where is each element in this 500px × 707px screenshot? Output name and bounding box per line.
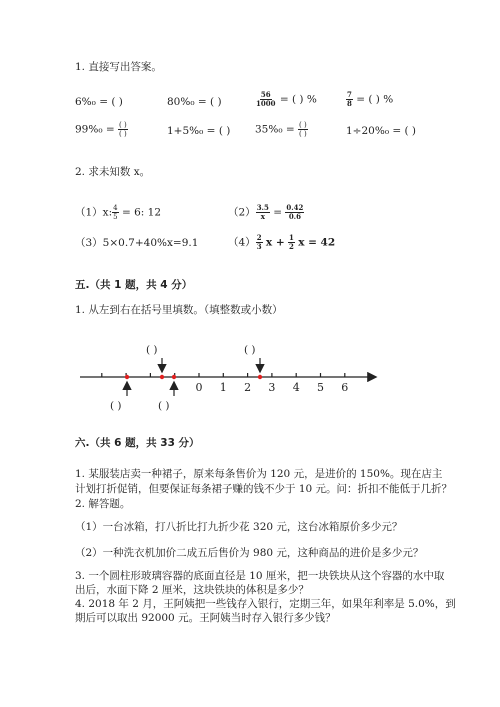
fraction-denominator: 3 xyxy=(256,242,262,251)
fraction-denominator: 2 xyxy=(288,242,294,251)
section5-q1: 1. 从左到右在括号里填数。（填整数或小数） xyxy=(75,304,283,316)
number-line-labels xyxy=(196,381,349,394)
blank-above-1[interactable]: ( ) xyxy=(146,344,158,356)
answer-b3-left: 35%₀ = xyxy=(255,123,295,136)
fraction-denominator: 8 xyxy=(347,99,352,108)
blank-below-2[interactable]: ( ) xyxy=(158,400,170,412)
q2-title: 2. 求未知数 x。 xyxy=(75,166,151,178)
section6-q2: 2. 解答题。 xyxy=(75,498,131,510)
fraction-numerator: 4 xyxy=(113,204,118,212)
section6-q4-line1: 4. 2018 年 2 月，王阿姨把一些钱存入银行，定期三年，如果年利率是 5.0%，到 xyxy=(75,598,456,610)
equation-4-mid: x + xyxy=(265,236,285,249)
fraction-numerator: 1 xyxy=(288,233,294,242)
fraction-numerator: ( ) xyxy=(119,121,127,129)
fraction-denominator: 1000 xyxy=(256,99,276,108)
section6-q1-line2: 计划打折促销，但要保证每条裙子赚的钱不少于 10 元。问：折扣不能低于几折？ xyxy=(75,483,453,495)
section6-q2-2: （2）一种洗衣机加价二成五后售价为 980 元，这种商品的进价是多少元？ xyxy=(75,547,424,559)
q1-title: 1. 直接写出答案。 xyxy=(75,61,162,73)
answer-a4-rest: = ( ) % xyxy=(356,93,394,106)
fraction-numerator: 56 xyxy=(260,90,271,99)
answer-a2[interactable]: 80%₀ = ( ) xyxy=(167,96,222,108)
fraction-denominator: ( ) xyxy=(119,130,127,138)
section6-heading: 六.（共 6 题，共 33 分） xyxy=(75,437,200,449)
fraction-denominator: 5 xyxy=(113,213,118,221)
section6-q4-line2: 期后可以取出 92000 元。王阿姨当时存入银行多少钱？ xyxy=(75,612,336,624)
fraction-denominator: x xyxy=(260,212,265,221)
fraction-denominator: ( ) xyxy=(299,130,307,138)
blank-above-2[interactable]: ( ) xyxy=(244,344,256,356)
equation-1-right: = 6: 12 xyxy=(121,206,162,219)
fraction-numerator: ( ) xyxy=(299,121,307,129)
number-line-label: 1 xyxy=(219,381,227,394)
equation-2-equals: = xyxy=(273,206,283,219)
answer-a1[interactable]: 6%₀ = ( ) xyxy=(75,96,123,108)
answer-a3-rest: = ( ) % xyxy=(279,93,317,106)
marker-point-4 xyxy=(258,375,262,379)
fraction-numerator: 3.5 xyxy=(256,203,269,212)
number-line-label: 2 xyxy=(244,381,252,394)
number-line-label: 5 xyxy=(317,381,324,394)
number-line-label: 0 xyxy=(195,381,203,394)
fraction-numerator: 2 xyxy=(256,233,262,242)
marker-point-3 xyxy=(172,375,176,379)
answer-b4[interactable]: 1÷20%₀ = ( ) xyxy=(346,125,417,137)
number-line-label: 6 xyxy=(341,381,349,394)
answer-b2[interactable]: 1+5%₀ = ( ) xyxy=(167,125,231,137)
number-line-label: 3 xyxy=(268,381,276,394)
answer-b1-left: 99%₀ = xyxy=(75,123,115,136)
section5-heading: 五.（共 1 题，共 4 分） xyxy=(75,279,193,291)
marker-point-2 xyxy=(160,375,164,379)
fraction-numerator: 7 xyxy=(347,90,352,99)
section6-q2-1: （1）一台冰箱，打八折比打九折少花 320 元，这台冰箱原价多少元？ xyxy=(75,521,403,533)
equation-4-left: （4） xyxy=(228,236,256,249)
blank-below-1[interactable]: ( ) xyxy=(110,400,122,412)
section6-q1-line1: 1. 某服装店卖一种裙子，原来每条售价为 120 元，是进价的 150%。现在店主 xyxy=(75,468,443,480)
section6-q3-line1: 3. 一个圆柱形玻璃容器的底面直径是 10 厘米，把一块铁块从这个容器的水中取 xyxy=(75,570,445,582)
marker-point-1 xyxy=(125,375,129,379)
number-line-label: 4 xyxy=(292,381,300,394)
equation-4-right: x = 42 xyxy=(298,236,336,249)
section6-q3-line2: 出后，水面下降 2 厘米，这块铁块的体积是多少？ xyxy=(75,584,309,596)
fraction-denominator: 0.6 xyxy=(288,212,301,221)
equation-1-left: （1）x: xyxy=(75,206,113,219)
equation-3: （3）5×0.7+40%x=9.1 xyxy=(75,237,199,249)
equation-2-left: （2） xyxy=(228,206,256,219)
fraction-numerator: 0.42 xyxy=(286,203,304,212)
